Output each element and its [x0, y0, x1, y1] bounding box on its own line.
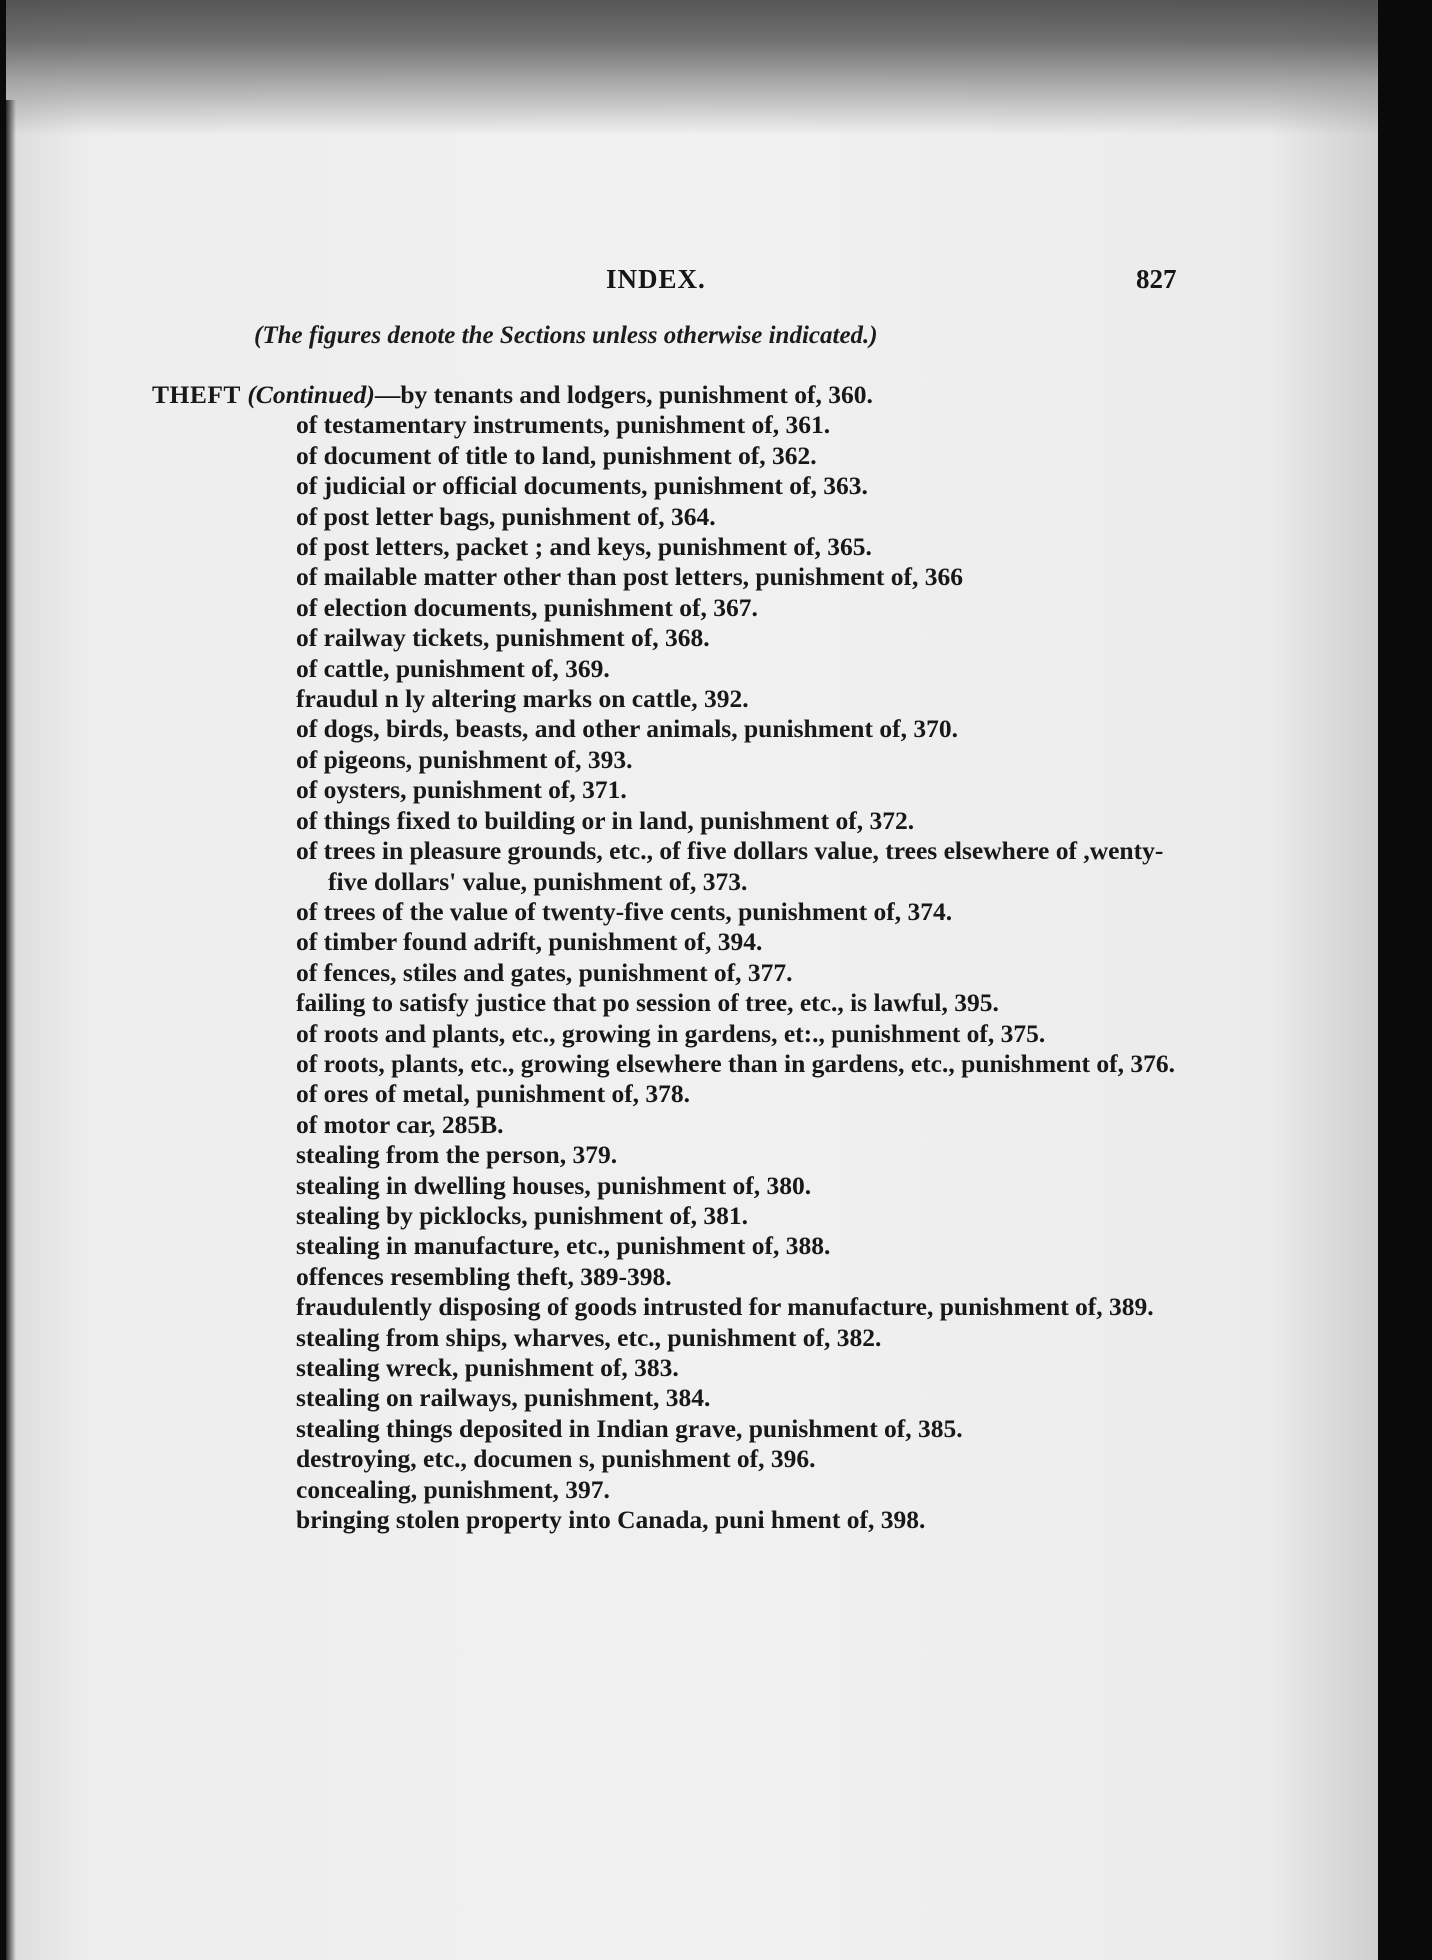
index-entry: of mailable matter other than post letters, punishment of, 366 — [296, 562, 963, 592]
index-entry: of testamentary instruments, punishment of, 361. — [296, 410, 831, 440]
index-entry: of cattle, punishment of, 369. — [296, 653, 610, 683]
index-entry: bringing stolen property into Canada, puni hment of, 398. — [296, 1505, 926, 1535]
index-entry: of fences, stiles and gates, punishment of, 377. — [296, 957, 793, 987]
index-entry: of post letter bags, punishment of, 364. — [296, 501, 716, 531]
index-entry: stealing from the person, 379. — [296, 1140, 618, 1170]
index-entries — [152, 380, 1192, 1535]
index-entry: of things fixed to building or in land, punishment of, 372. — [296, 805, 915, 835]
index-entry: stealing in dwelling houses, punishment of, 380. — [296, 1170, 812, 1200]
index-entry: of ores of metal, punishment of, 378. — [296, 1079, 691, 1109]
page-left-edge-shadow — [6, 100, 16, 1960]
index-entry: of roots and plants, etc., growing in gardens, et:., punishment of, 375. — [296, 1018, 1046, 1048]
index-entry: offences resembling theft, 389-398. — [296, 1261, 672, 1291]
index-entry: of post letters, packet ; and keys, punishment of, 365. — [296, 532, 872, 562]
index-entry: stealing on railways, punishment, 384. — [296, 1383, 711, 1413]
sections-note: (The figures denote the Sections unless otherwise indicated.) — [254, 322, 878, 349]
index-entry: of motor car, 285B. — [296, 1109, 504, 1139]
index-entry: of trees of the value of twenty-five cents, punishment of, 374. — [296, 896, 953, 926]
index-entry: stealing by picklocks, punishment of, 381. — [296, 1200, 749, 1230]
index-entry: of railway tickets, punishment of, 368. — [296, 623, 710, 653]
index-entry: of timber found adrift, punishment of, 394. — [296, 927, 763, 957]
index-entry: stealing things deposited in Indian grave, punishment of, 385. — [296, 1413, 963, 1443]
index-entry: of oysters, punishment of, 371. — [296, 775, 627, 805]
index-entry: fraudulently disposing of goods intrusted for manufacture, punishment of, 389. — [296, 1292, 1154, 1322]
index-entry: stealing wreck, punishment of, 383. — [296, 1353, 679, 1382]
index-entry: concealing, punishment, 397. — [296, 1474, 610, 1504]
index-entry: of dogs, birds, beasts, and other animals, punishment of, 370. — [296, 714, 958, 744]
index-entry: fraudul n ly altering marks on cattle, 392. — [296, 684, 749, 714]
index-entry: of trees in pleasure grounds, etc., of five dollars value, trees elsewhere of ,wenty-five dollars' value, punishment of, 373. — [296, 836, 1164, 896]
page-top-shadow — [6, 0, 1378, 135]
book-page — [6, 0, 1378, 1960]
index-entry: failing to satisfy justice that po session of tree, etc., is lawful, 395. — [296, 988, 999, 1018]
running-head-title: INDEX. — [606, 264, 706, 294]
first-entry: —by tenants and lodgers, punishment of, 360. — [374, 380, 873, 409]
index-entry: stealing from ships, wharves, etc., punishment of, 382. — [296, 1322, 882, 1352]
index-entry: of judicial or official documents, punishment of, 363. — [296, 471, 868, 501]
index-entry: of election documents, punishment of, 367. — [296, 592, 758, 622]
index-entry: of pigeons, punishment of, 393. — [296, 744, 633, 774]
index-term: THEFT — [152, 380, 241, 409]
index-entry: of document of title to land, punishment of, 362. — [296, 440, 817, 470]
page-number: 827 — [1136, 264, 1177, 294]
index-entry: of roots, plants, etc., growing elsewhere than in gardens, etc., punishment of, 376. — [296, 1048, 1176, 1078]
continued-label: (Continued) — [247, 380, 375, 409]
running-head — [6, 264, 1378, 304]
index-entry: stealing in manufacture, etc., punishment of, 388. — [296, 1231, 831, 1261]
index-entry: destroying, etc., documen s, punishment of, 396. — [296, 1444, 816, 1474]
index-heading-line — [152, 380, 1192, 410]
